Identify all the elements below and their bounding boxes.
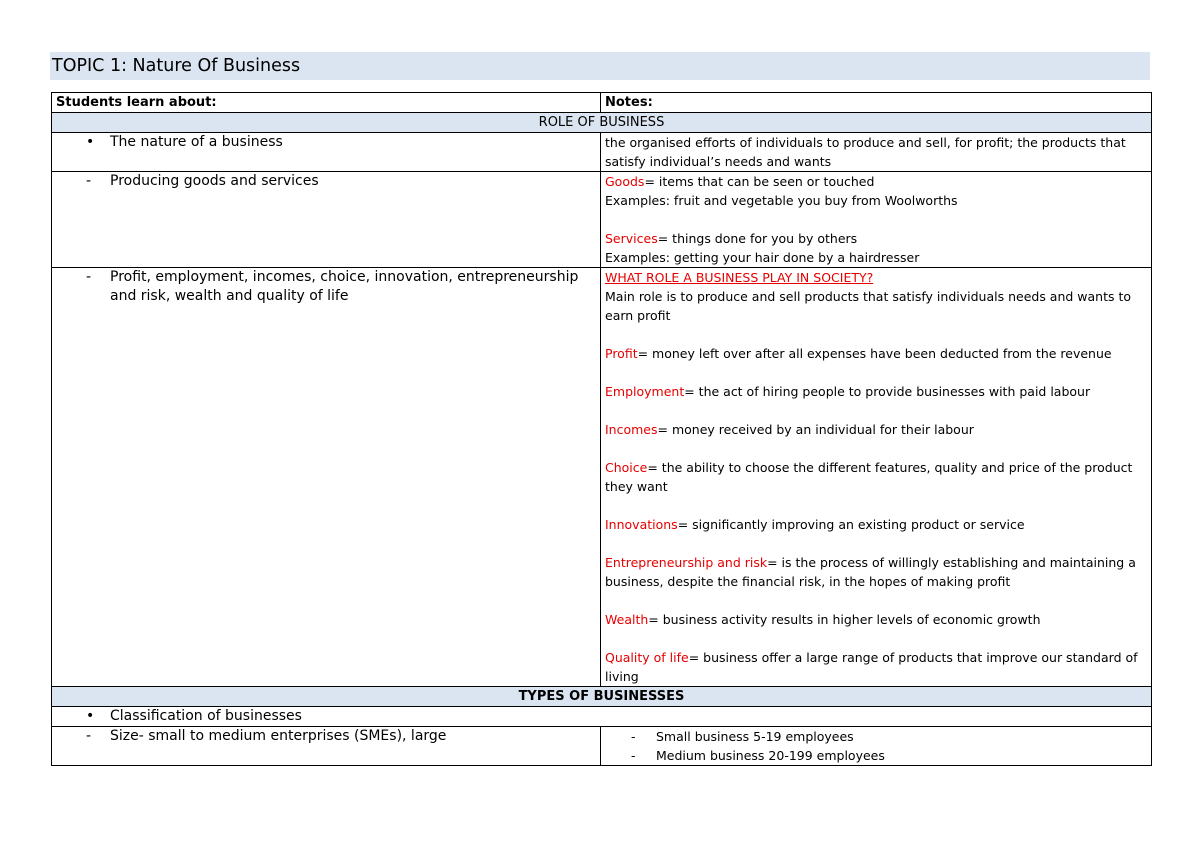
list-item <box>56 268 596 306</box>
note-goods-example: Examples: fruit and vegetable you buy from Woolworths <box>605 193 958 208</box>
note-main-role: Main role is to produce and sell products that satisfy individuals needs and wants to earn profit <box>605 289 1132 323</box>
def-incomes: = money received by an individual for their labour <box>657 422 974 437</box>
topic-profit-employment: Profit, employment, incomes, choice, innovation, entrepreneurship and risk, wealth and quality of life <box>110 269 579 304</box>
dash-marker: - <box>86 728 92 744</box>
question-role-in-society: WHAT ROLE A BUSINESS PLAY IN SOCIETY? <box>605 270 874 285</box>
table-row-goods <box>52 172 1152 268</box>
note-goods <box>605 172 1147 191</box>
note-choice <box>605 458 1147 496</box>
list-item <box>56 172 596 191</box>
dash-marker: - <box>631 748 636 763</box>
bullet-marker: • <box>86 708 95 724</box>
note-entrepreneurship <box>605 553 1147 591</box>
note-services-example: Examples: getting your hair done by a hairdresser <box>605 250 920 265</box>
note-services <box>605 229 1147 248</box>
list-item <box>56 727 596 746</box>
section-role-of-business: ROLE OF BUSINESS <box>52 113 1152 133</box>
dash-marker: - <box>631 729 636 744</box>
term-profit: Profit <box>605 346 638 361</box>
note-incomes <box>605 420 1147 439</box>
def-employment: = the act of hiring people to provide businesses with paid labour <box>684 384 1091 399</box>
note-profit <box>605 344 1147 363</box>
topic-classification: Classification of businesses <box>110 708 302 724</box>
header-notes: Notes: <box>601 93 1152 113</box>
section-row-role <box>52 113 1152 133</box>
list-item <box>56 133 596 152</box>
dash-marker: - <box>86 173 92 189</box>
def-entrepreneurship: = is the process of willingly establishing and maintaining a business, despite the financial risk, in the hopes of making profit <box>605 555 1136 589</box>
term-innovations: Innovations <box>605 517 678 532</box>
page-title: TOPIC 1: Nature Of Business <box>50 52 1150 80</box>
term-entrepreneurship: Entrepreneurship and risk <box>605 555 768 570</box>
note-employment <box>605 382 1147 401</box>
def-services: = things done for you by others <box>657 231 858 246</box>
table-row-size <box>52 727 1152 766</box>
section-types-of-businesses: TYPES OF BUSINESSES <box>52 687 1152 707</box>
notes-table <box>51 92 1152 766</box>
def-innovations: = significantly improving an existing product or service <box>677 517 1025 532</box>
section-row-types <box>52 687 1152 707</box>
table-header-row <box>52 93 1152 113</box>
def-wealth: = business activity results in higher levels of economic growth <box>648 612 1041 627</box>
list-item <box>605 746 1147 765</box>
bullet-marker: • <box>86 134 95 150</box>
table-row-classification <box>52 707 1152 727</box>
def-goods: = items that can be seen or touched <box>644 174 875 189</box>
term-employment: Employment <box>605 384 685 399</box>
term-choice: Choice <box>605 460 648 475</box>
note-small-business: Small business 5-19 employees <box>656 729 854 744</box>
note-innovations <box>605 515 1147 534</box>
list-item <box>56 707 1147 726</box>
term-wealth: Wealth <box>605 612 649 627</box>
table-row-profit <box>52 268 1152 687</box>
topic-size: Size- small to medium enterprises (SMEs), large <box>110 728 447 744</box>
def-quality-of-life: = business offer a large range of products that improve our standard of living <box>605 650 1138 684</box>
note-quality-of-life <box>605 648 1147 686</box>
topic-producing-goods: Producing goods and services <box>110 173 319 189</box>
term-goods: Goods <box>605 174 645 189</box>
def-profit: = money left over after all expenses have been deducted from the revenue <box>637 346 1112 361</box>
term-services: Services <box>605 231 658 246</box>
note-nature-definition: the organised efforts of individuals to produce and sell, for profit; the products that satisfy individual’s needs and wants <box>605 135 1126 169</box>
term-incomes: Incomes <box>605 422 658 437</box>
note-wealth <box>605 610 1147 629</box>
term-quality-of-life: Quality of life <box>605 650 689 665</box>
note-medium-business: Medium business 20-199 employees <box>656 748 885 763</box>
list-item <box>605 727 1147 746</box>
table-row-nature <box>52 133 1152 172</box>
header-students-learn-about: Students learn about: <box>52 93 601 113</box>
topic-nature-of-business: The nature of a business <box>110 134 283 150</box>
def-choice: = the ability to choose the different features, quality and price of the product they want <box>605 460 1133 494</box>
dash-marker: - <box>86 269 92 285</box>
